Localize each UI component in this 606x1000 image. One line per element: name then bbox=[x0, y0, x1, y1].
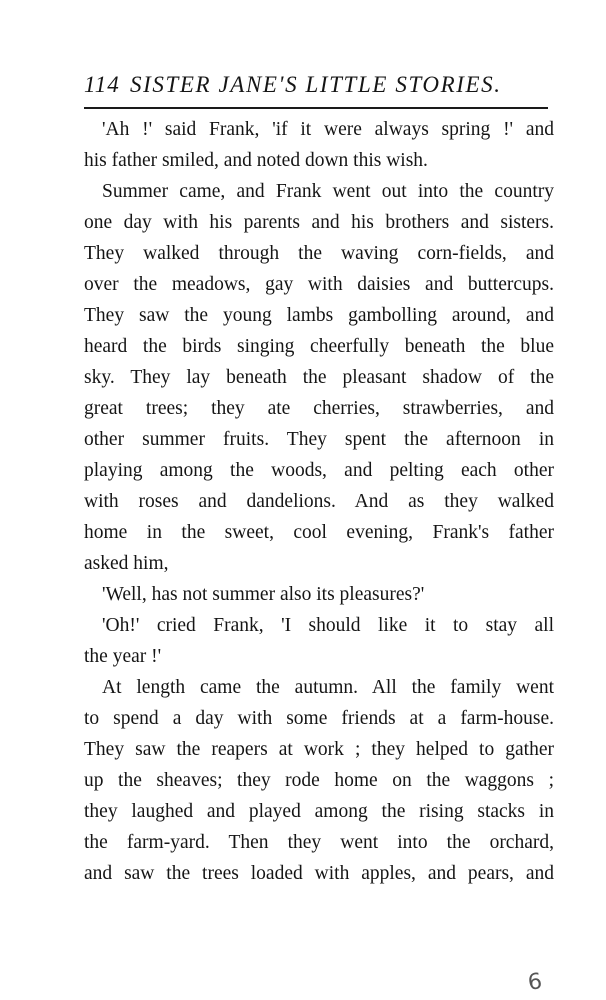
text-line: up the sheaves; they rode home on the waggons ; bbox=[84, 770, 554, 791]
text-line: asked him, bbox=[84, 553, 169, 574]
text-line: sky. They lay beneath the pleasant shadow of the bbox=[84, 367, 554, 388]
handwritten-margin-note: 6 bbox=[526, 969, 544, 996]
header-rule bbox=[84, 107, 548, 109]
running-title: SISTER JANE'S LITTLE STORIES. bbox=[130, 72, 502, 97]
page-header bbox=[84, 72, 548, 106]
text-line: They walked through the waving corn-fields, and bbox=[84, 243, 554, 264]
text-line: home in the sweet, cool evening, Frank's father bbox=[84, 522, 554, 543]
text-line: playing among the woods, and pelting each other bbox=[84, 460, 554, 481]
text-line: At length came the autumn. All the family went bbox=[102, 677, 554, 698]
text-line: they laughed and played among the rising stacks in bbox=[84, 801, 554, 822]
text-line: to spend a day with some friends at a farm-house. bbox=[84, 708, 554, 729]
text-line: They saw the reapers at work ; they helped to gather bbox=[84, 739, 554, 760]
text-line: They saw the young lambs gambolling around, and bbox=[84, 305, 554, 326]
text-line: other summer fruits. They spent the afternoon in bbox=[84, 429, 554, 450]
text-line: 'Ah !' said Frank, 'if it were always spring !' and bbox=[102, 119, 554, 140]
text-line: with roses and dandelions. And as they walked bbox=[84, 491, 554, 512]
text-line: great trees; they ate cherries, strawberries, and bbox=[84, 398, 554, 419]
page-number: 114 bbox=[84, 72, 120, 97]
text-line: over the meadows, gay with daisies and buttercups. bbox=[84, 274, 554, 295]
text-line: and saw the trees loaded with apples, and pears, and bbox=[84, 863, 554, 884]
text-line: 'Oh!' cried Frank, 'I should like it to stay all bbox=[102, 615, 554, 636]
body-text bbox=[84, 114, 554, 889]
text-line: 'Well, has not summer also its pleasures?' bbox=[102, 584, 425, 605]
text-line: one day with his parents and his brothers and sisters. bbox=[84, 212, 554, 233]
text-line: the farm-yard. Then they went into the orchard, bbox=[84, 832, 554, 853]
text-line: the year !' bbox=[84, 646, 162, 667]
text-line: heard the birds singing cheerfully beneath the blue bbox=[84, 336, 554, 357]
text-line: his father smiled, and noted down this wish. bbox=[84, 150, 428, 171]
text-line: Summer came, and Frank went out into the country bbox=[102, 181, 554, 202]
